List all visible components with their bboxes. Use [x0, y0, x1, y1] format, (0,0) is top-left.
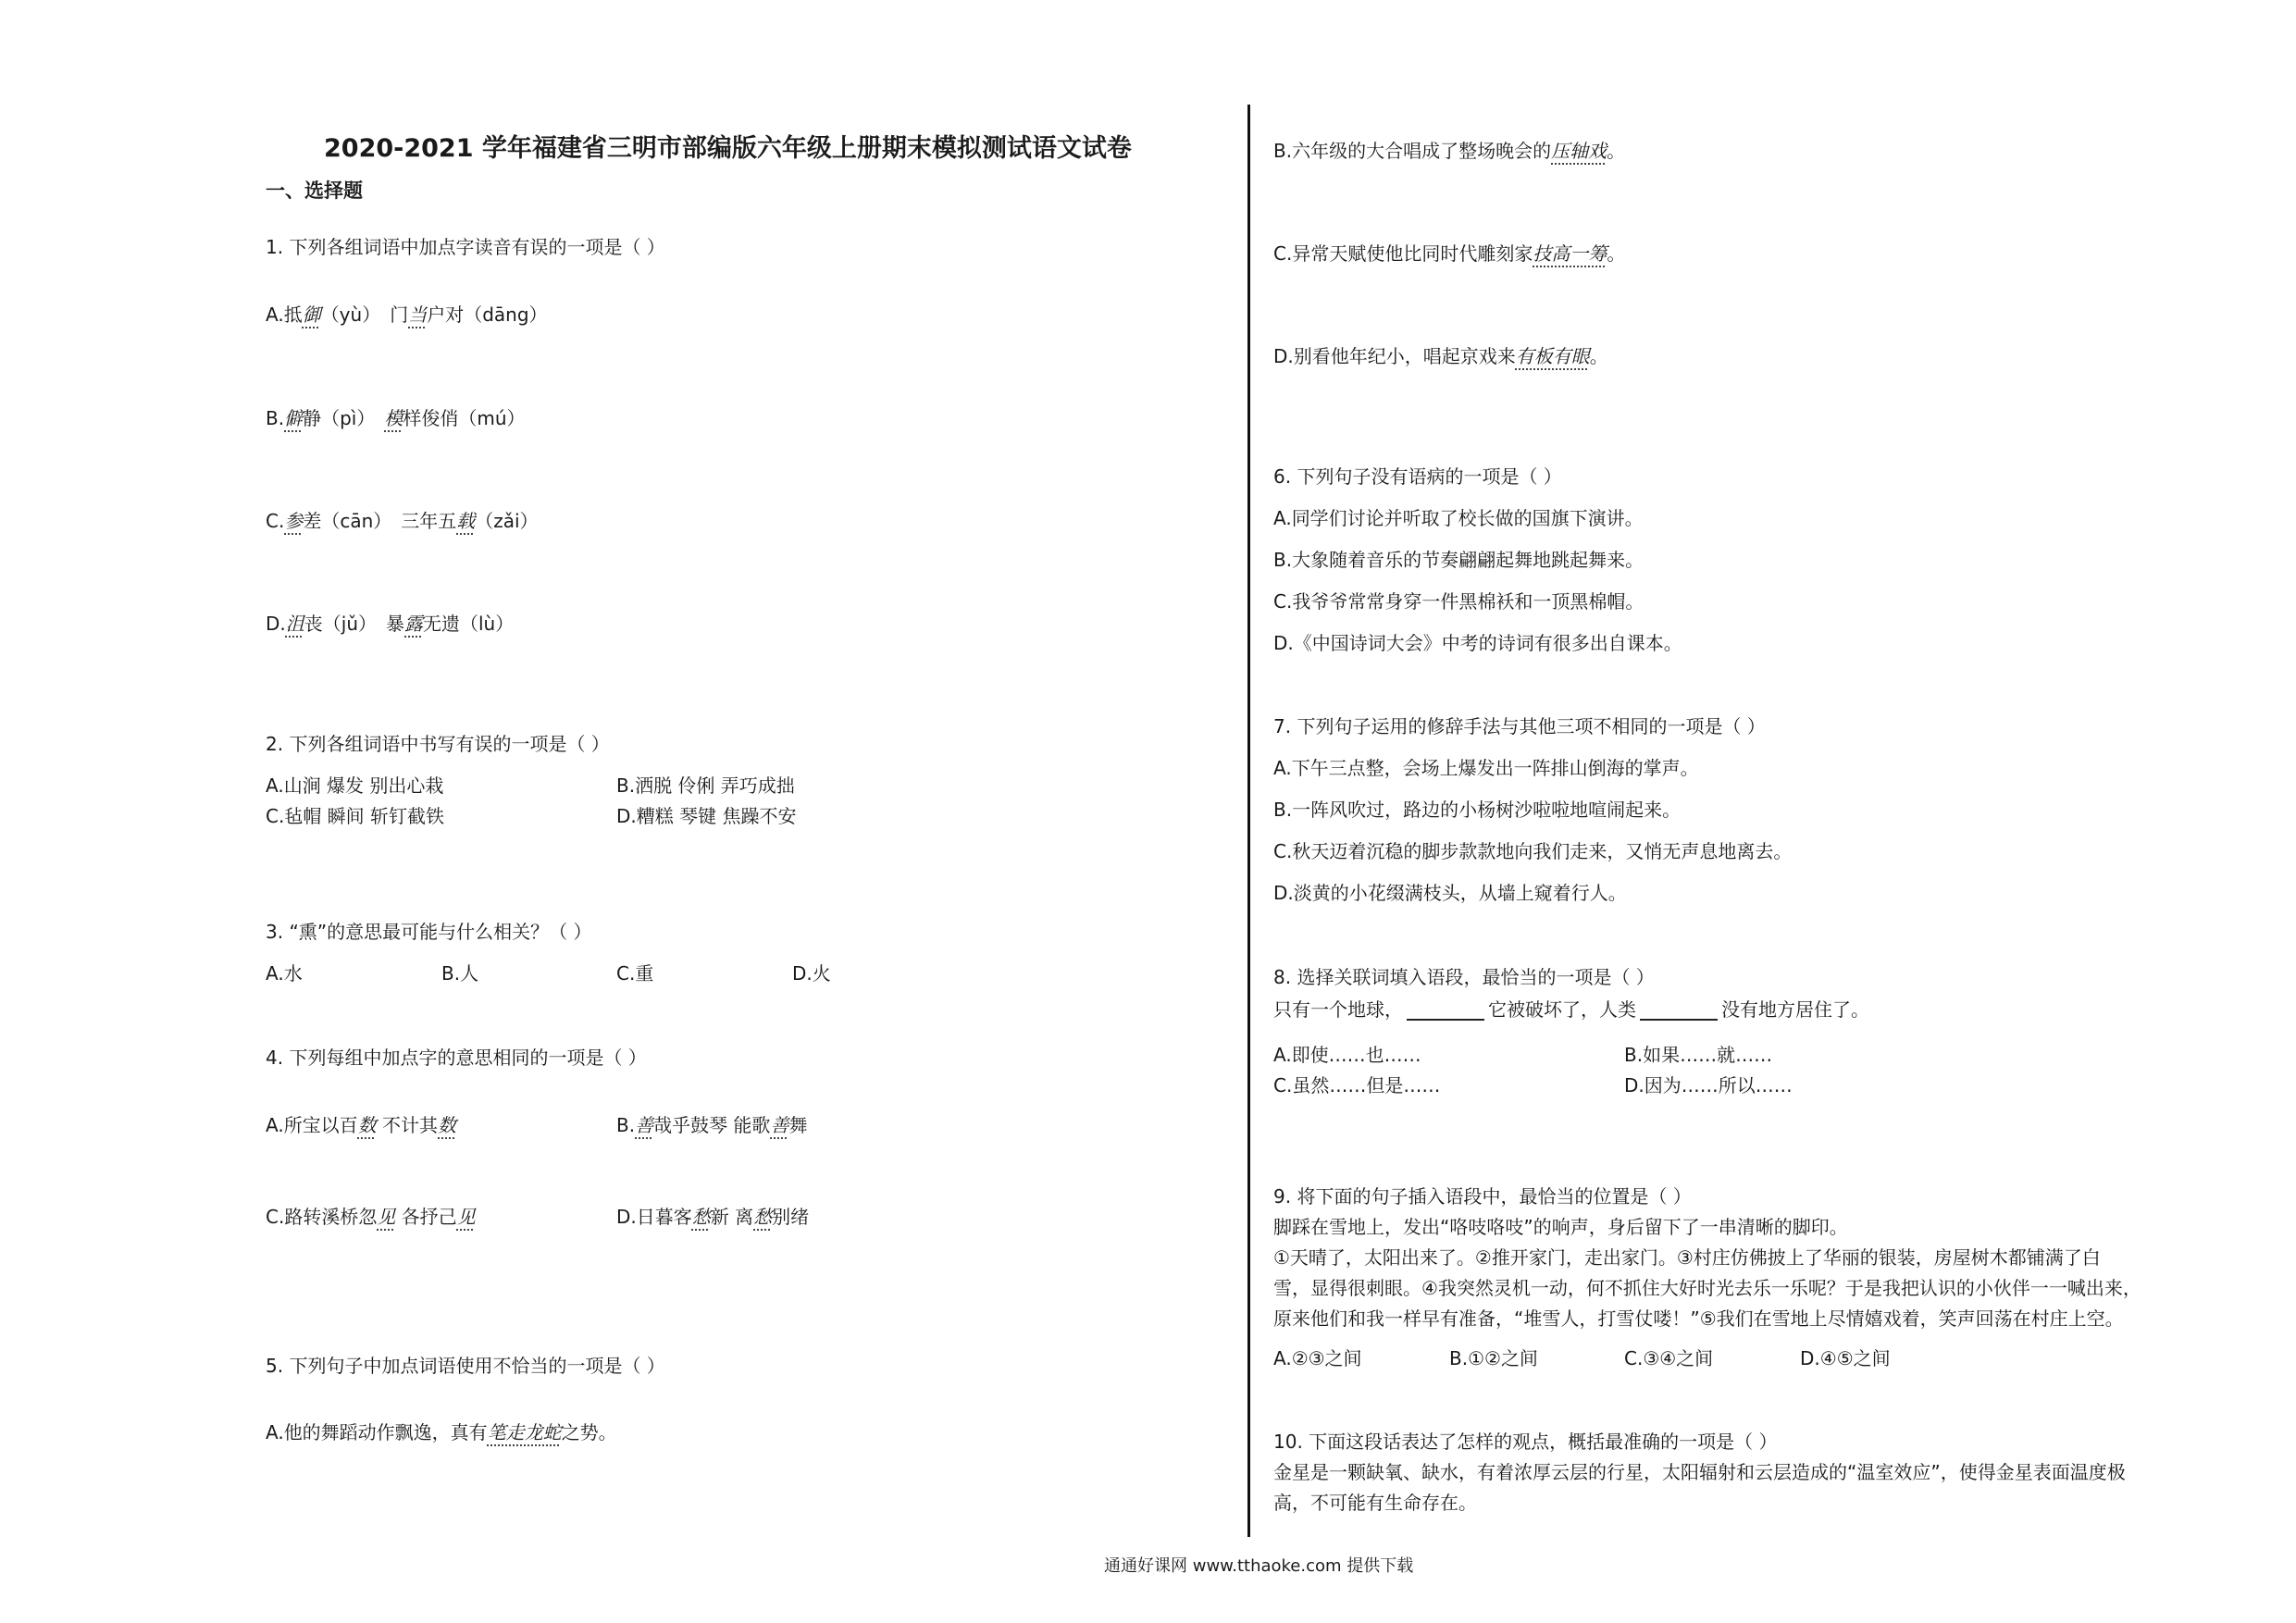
question-6-option-b: B.大象随着音乐的节奏翩翩起舞地跳起舞来。 [1273, 549, 1644, 571]
section-heading: 一、选择题 [266, 180, 363, 202]
question-8-option-d: D.因为……所以…… [1624, 1074, 1793, 1096]
question-6-option-a: A.同学们讨论并听取了校长做的国旗下演讲。 [1273, 507, 1644, 529]
question-8-option-a: A.即使……也…… [1273, 1044, 1421, 1066]
question-1-option-d: D.沮丧（jǔ） 暴露无遗（lù） [266, 613, 515, 635]
question-4-option-c: C.路转溪桥忽见 各抒己见 [266, 1206, 476, 1228]
question-5-option-d: D.别看他年纪小，唱起京戏来有板有眼。 [1273, 345, 1608, 367]
question-2-option-c: C.毡帽 瞬间 斩钉截铁 [266, 805, 445, 827]
answer-blank-1 [1407, 1002, 1484, 1021]
question-7-option-b: B.一阵风吹过，路边的小杨树沙啦啦地喧闹起来。 [1273, 799, 1682, 821]
answer-blank-2 [1640, 1002, 1718, 1021]
question-5-stem: 5. 下列句子中加点词语使用不恰当的一项是（ ） [266, 1355, 665, 1377]
question-7-option-a: A.下午三点整，会场上爆发出一阵排山倒海的掌声。 [1273, 757, 1699, 779]
question-8-option-b: B.如果……就…… [1624, 1044, 1773, 1066]
question-5-option-b: B.六年级的大合唱成了整场晚会的压轴戏。 [1273, 140, 1626, 162]
question-6-option-d: D.《中国诗词大会》中考的诗词有很多出自课本。 [1273, 632, 1682, 654]
question-2-option-b: B.洒脱 伶俐 弄巧成拙 [616, 774, 795, 797]
question-3-stem: 3. “熏”的意思最可能与什么相关？（ ） [266, 921, 592, 943]
question-10-passage-line-1: 金星是一颗缺氧、缺水，有着浓厚云层的行星，太阳辐射和云层造成的“温室效应”，使得金星表面温度极 [1273, 1461, 2126, 1483]
page-title: 2020-2021 学年福建省三明市部编版六年级上册期末模拟测试语文试卷 [324, 134, 1132, 163]
question-2-stem: 2. 下列各组词语中书写有误的一项是（ ） [266, 733, 610, 755]
question-3-option-c: C.重 [616, 962, 654, 985]
question-9-option-c: C.③④之间 [1624, 1347, 1714, 1369]
page-footer: 通通好课网 www.tthaoke.com 提供下载 [1104, 1556, 1414, 1576]
question-2-option-a: A.山涧 爆发 别出心栽 [266, 774, 444, 797]
question-9-option-b: B.①②之间 [1449, 1347, 1538, 1369]
question-1-option-b: B.僻静（pì） 模样俊俏（mú） [266, 407, 526, 429]
question-7-stem: 7. 下列句子运用的修辞手法与其他三项不相同的一项是（ ） [1273, 715, 1766, 737]
question-3-option-d: D.火 [792, 962, 831, 985]
question-5-option-a: A.他的舞蹈动作飘逸，真有笔走龙蛇之势。 [266, 1421, 617, 1443]
question-2-option-d: D.糟糕 琴键 焦躁不安 [616, 805, 797, 827]
question-9-passage-line-1: ①天晴了，太阳出来了。②推开家门，走出家门。③村庄仿佛披上了华丽的银装，房屋树木都铺满了白 [1273, 1246, 2101, 1269]
question-3-option-b: B.人 [441, 962, 479, 985]
column-divider [1247, 105, 1250, 1537]
question-4-option-d: D.日暮客愁新 离愁别绪 [616, 1206, 810, 1228]
question-1-option-a: A.抵御（yù） 门当户对（dāng） [266, 304, 548, 326]
question-4-stem: 4. 下列每组中加点字的意思相同的一项是（ ） [266, 1047, 647, 1069]
question-9-sentence: 脚踩在雪地上，发出“咯吱咯吱”的响声，身后留下了一串清晰的脚印。 [1273, 1216, 1848, 1238]
question-9-passage-line-3: 原来他们和我一样早有准备，“堆雪人，打雪仗喽！”⑤我们在雪地上尽情嬉戏着，笑声回荡在村庄上空。 [1273, 1307, 2124, 1330]
question-4-option-a: A.所宝以百数 不计其数 [266, 1114, 457, 1136]
question-9-passage-line-2: 雪，显得很刺眼。④我突然灵机一动，何不抓住大好时光去乐一乐呢？于是我把认识的小伙伴一一喊出来， [1273, 1277, 2141, 1299]
question-8-option-c: C.虽然……但是…… [1273, 1074, 1441, 1096]
question-9-stem: 9. 将下面的句子插入语段中，最恰当的位置是（ ） [1273, 1185, 1692, 1208]
question-6-option-c: C.我爷爷常常身穿一件黑棉袄和一顶黑棉帽。 [1273, 590, 1644, 613]
question-7-option-c: C.秋天迈着沉稳的脚步款款地向我们走来，又悄无声息地离去。 [1273, 840, 1793, 862]
question-9-option-a: A.②③之间 [1273, 1347, 1362, 1369]
question-10-stem: 10. 下面这段话表达了怎样的观点，概括最准确的一项是（ ） [1273, 1431, 1778, 1453]
question-9-option-d: D.④⑤之间 [1800, 1347, 1891, 1369]
question-8-stem: 8. 选择关联词填入语段，最恰当的一项是（ ） [1273, 966, 1655, 988]
question-1-stem: 1. 下列各组词语中加点字读音有误的一项是（ ） [266, 236, 665, 258]
question-1-option-c: C.参差（cān） 三年五载（zǎi） [266, 510, 539, 532]
question-7-option-d: D.淡黄的小花缀满枝头，从墙上窥着行人。 [1273, 882, 1627, 904]
question-6-stem: 6. 下列句子没有语病的一项是（ ） [1273, 465, 1562, 488]
question-8-passage: 只有一个地球， 它被破坏了，人类 没有地方居住了。 [1273, 998, 1869, 1021]
question-3-option-a: A.水 [266, 962, 303, 985]
question-4-option-b: B.善哉乎鼓琴 能歌善舞 [616, 1114, 808, 1136]
question-5-option-c: C.异常天赋使他比同时代雕刻家技高一筹。 [1273, 242, 1626, 265]
question-10-passage-line-2: 高，不可能有生命存在。 [1273, 1492, 1477, 1514]
